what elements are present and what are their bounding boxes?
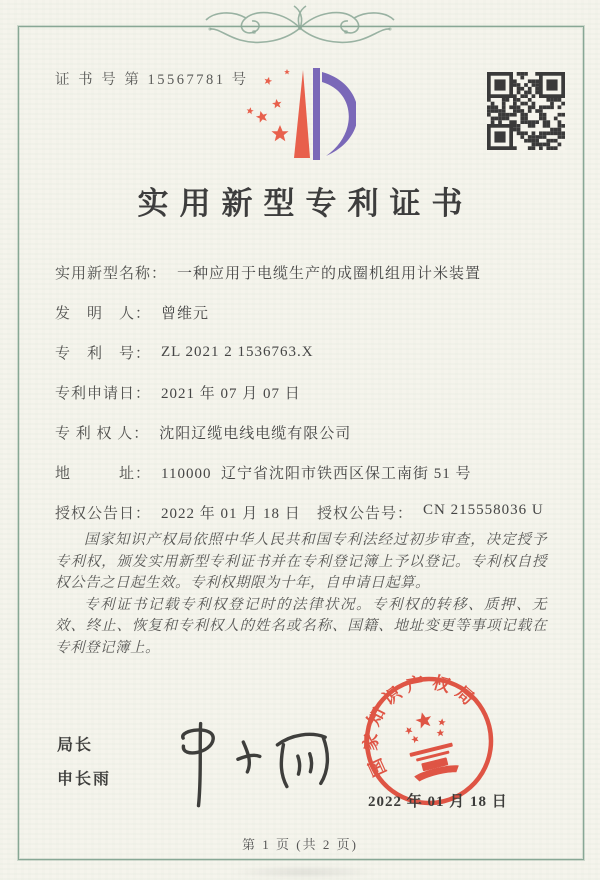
field-label: 发 明 人：: [55, 305, 152, 322]
grant-date-value: 2022 年 01 月 18 日: [161, 505, 301, 522]
field-utility-model-name: [55, 252, 555, 292]
signatory-title: 局长: [57, 737, 94, 754]
grant-announcement-row: [55, 492, 555, 532]
field-address: [55, 452, 555, 492]
grant-number: [317, 502, 544, 523]
top-flourish-ornament: [188, 2, 412, 54]
signatory-name: 申长雨: [57, 771, 112, 788]
page-number: 第 1 页 (共 2 页): [242, 837, 358, 852]
seal-text: 国家知识产权局: [361, 672, 483, 780]
signatory-block: [57, 732, 111, 800]
grant-date-label: 授权公告日：: [55, 505, 152, 522]
print-through-ghost: [230, 866, 380, 878]
field-value: 曾维元: [161, 305, 210, 322]
field-label: 专 利 权 人：: [55, 425, 150, 442]
legal-text: [55, 530, 547, 659]
field-value: 110000 辽宁省沈阳市铁西区保工南街 51 号: [161, 465, 472, 482]
certificate-number: 证 书 号 第 15567781 号: [55, 72, 249, 88]
director-signature: [138, 708, 351, 815]
qr-code: [487, 72, 565, 150]
field-value: ZL 2021 2 1536763.X: [161, 343, 314, 360]
field-label: 地 址：: [55, 465, 152, 482]
logo-red-spike: [294, 70, 310, 158]
field-label: 实用新型名称：: [55, 265, 168, 282]
field-filing-date: [55, 372, 555, 412]
grant-date: [55, 502, 317, 523]
field-value: 沈阳辽缆电线电缆有限公司: [159, 425, 352, 442]
certificate-title: 实用新型专利证书: [137, 186, 474, 221]
seal-national-emblem: [400, 707, 461, 783]
legal-paragraph-2: 专利证书记载专利权登记时的法律状况。专利权的转移、质押、无效、终止、恢复和专利权人的姓名或名称、国籍、地址变更等事项记载在专利登记簿上。: [55, 596, 547, 656]
field-value: 一种应用于电缆生产的成圈机组用计米装置: [177, 265, 482, 282]
field-patentee: [55, 412, 555, 452]
cnipa-logo: [240, 64, 356, 168]
logo-stars: [246, 69, 290, 141]
field-label: 专 利 号：: [55, 345, 152, 362]
legal-paragraph-1: 国家知识产权局依照中华人民共和国专利法经过初步审查，决定授予专利权，颁发实用新型专利证书并在专利登记簿上予以登记。专利权自授权公告之日起生效。专利权期限为十年，自申请日起算。: [55, 532, 547, 591]
seal-date: 2022 年 01 月 18 日: [368, 794, 508, 810]
field-inventor: [55, 292, 555, 332]
logo-purple-p: [313, 68, 356, 160]
field-value: 2021 年 07 月 07 日: [161, 385, 301, 402]
grant-number-label: 授权公告号：: [317, 505, 414, 522]
field-patent-number: [55, 332, 555, 372]
field-label: 专利申请日：: [55, 385, 152, 402]
grant-number-value: CN 215558036 U: [423, 501, 544, 518]
certificate-fields: [55, 252, 555, 492]
